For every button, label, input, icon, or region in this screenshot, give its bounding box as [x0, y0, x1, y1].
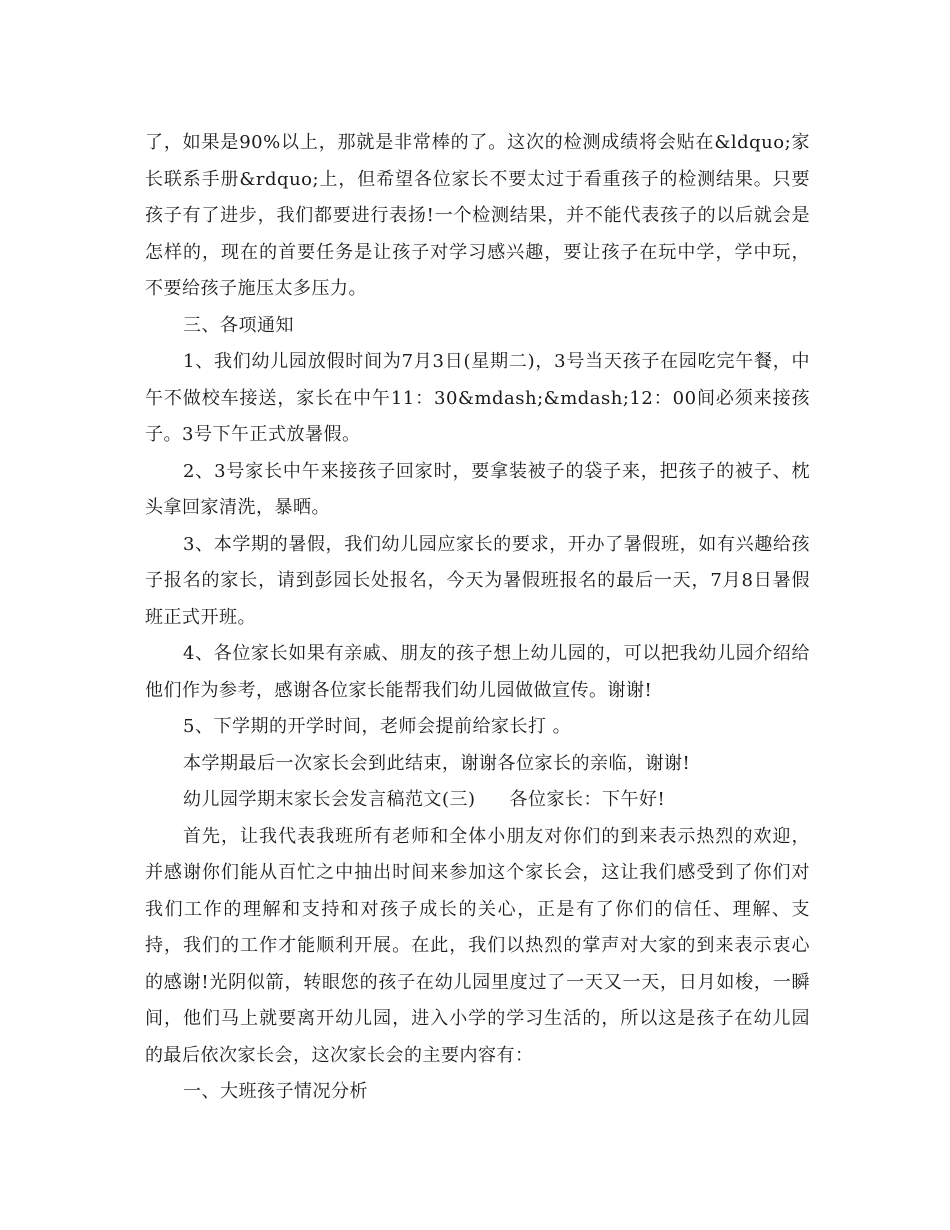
section-heading-notices: 三、各项通知 — [183, 314, 294, 336]
document-title: 幼儿园学期末家长会发言稿范文(三) — [183, 789, 476, 810]
document-body — [145, 125, 810, 1111]
section-heading-analysis: 一、大班孩子情况分析 — [183, 1081, 368, 1102]
notice-item-2: 2、3号家长中午来接孩子回家时，要拿装被子的袋子来，把孩子的被子、枕头拿回家清洗，暴晒。 — [145, 460, 810, 518]
title-line — [145, 782, 810, 819]
notice-item-3: 3、本学期的暑假，我们幼儿园应家长的要求，开办了暑假班，如有兴趣给孩子报名的家长，请到彭园长处报名，今天为暑假班报名的最后一天，7月8日暑假班正式开班。 — [145, 533, 810, 628]
notice-item-1: 1、我们幼儿园放假时间为7月3日(星期二)，3号当天孩子在园吃完午餐，中午不做校车接送，家长在中午11：30&mdash;&mdash;12：00间必须来接孩子。3号下午正式放暑假。 — [145, 351, 810, 445]
paragraph-1: 了，如果是90%以上，那就是非常棒的了。这次的检测成绩将会贴在&ldquo;家长联系手册&rdquo;上，但希望各位家长不要太过于看重孩子的检测结果。只要孩子有了进步，我们都要进行表扬!一个检测结果，并不能代表孩子的以后就会是怎样的，现在的首要任务是让孩子对学习感兴趣，要让孩子在玩中学，学中玩，不要给孩子施压太多压力。 — [145, 132, 810, 299]
closing-paragraph: 本学期最后一次家长会到此结束，谢谢各位家长的亲临，谢谢! — [183, 752, 691, 774]
intro-paragraph: 首先，让我代表我班所有老师和全体小朋友对你们的到来表示热烈的欢迎，并感谢你们能从百忙之中抽出时间来参加这个家长会，这让我们感受到了你们对我们工作的理解和支持和对孩子成长的关心，正是有了你们的信任、理解、支持，我们的工作才能顺利开展。在此，我们以热烈的掌声对大家的到来表示衷心的感谢!光阴似箭，转眼您的孩子在幼儿园里度过了一天又一天，日月如梭，一瞬间，他们马上就要离开幼儿园，进入小学的学习生活的，所以这是孩子在幼儿园的最后依次家长会，这次家长会的主要内容有： — [145, 825, 810, 1066]
greeting: 各位家长：下午好! — [509, 789, 666, 810]
notice-item-4: 4、各位家长如果有亲戚、朋友的孩子想上幼儿园的，可以把我幼儿园介绍给他们作为参考，感谢各位家长能帮我们幼儿园做做宣传。谢谢! — [145, 643, 810, 701]
notice-item-5: 5、下学期的开学时间，老师会提前给家长打 。 — [183, 716, 572, 737]
